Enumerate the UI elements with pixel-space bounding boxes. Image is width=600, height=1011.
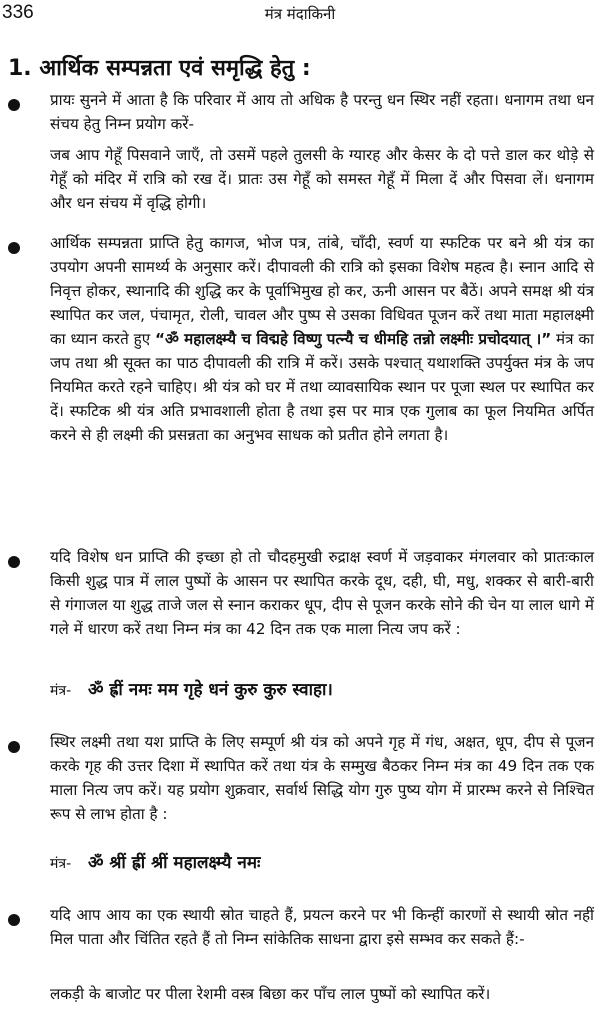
mantra-line-1 [50,678,594,703]
list-item-1-followup: जब आप गेहूँ पिसवाने जाएँ, तो उसमें पहले तुलसी के ग्यारह और केसर के दो पत्ते डाल कर थोड़े से गेहूँ को मंदिर में रात्रि को रख दें। प्रातः उस गेहूँ को समस्त गेहूँ में मिला दें और पिसवा लें। धनागम और धन संचय में वृद्धि होगी। [50,146,594,212]
page-number: 336 [2,2,34,23]
list-item-5-followup: लकड़ी के बाजोट पर पीला रेशमी वस्त्र बिछा कर पाँच लाल पुष्पों को स्थापित करें। [50,985,491,1003]
list-item-1-text: प्रायः सुनने में आता है कि परिवार में आय तो अधिक है परन्तु धन स्थिर नहीं रहता। धनागम तथा धन संचय हेतु निम्न प्रयोग करें- [50,91,594,133]
bullet-icon [8,741,20,753]
mantra-text: ॐ ह्रीं नमः मम गृहे धनं कुरु कुरु स्वाहा। [87,680,333,700]
bullet-icon [8,914,20,926]
list-item-2-text [50,231,594,447]
list-item-2-text-before: आर्थिक सम्पन्नता प्राप्ति हेतु कागज, भोज पत्र, तांबे, चाँदी, स्वर्ण या स्फटिक पर बने श्री यंत्र का उपयोग अपनी सामर्थ्य के अनुसार करें। दीपावली की रात्रि को इसका विशेष महत्व है। स्नान आदि से निवृत्त होकर, स्थानादि की शुद्धि कर के पूर्वाभिमुख हो कर, ऊनी आसन पर बैठें। अपने समक्ष श्री यंत्र स्थापित कर जल, पंचामृत, रोली, चावल और पुष्प से उसका विधिवत पूजन करें तथा माता महालक्ष्मी का ध्यान करते हुए [50,234,594,348]
section-heading: 1. आर्थिक सम्पन्नता एवं समृद्धि हेतु : [8,56,311,81]
mantra-text: ॐ श्रीं ह्रीं श्रीं महालक्ष्म्यै नमः [87,853,261,873]
bullet-icon [8,242,20,254]
list-item-3-text: यदि विशेष धन प्राप्ति की इच्छा हो तो चौदहमुखी रुद्राक्ष स्वर्ण में जड़वाकर मंगलवार को प्रातःकाल किसी शुद्ध पात्र में लाल पुष्पों के आसन पर स्थापित करके दूध, दही, घी, मधु, शक्कर से बारी-बारी से गंगाजल या शुद्ध ताजे जल से स्नान कराकर धूप, दीप से पूजन करके सोने की चेन या लाल धागे में गले में धारण करें तथा निम्न मंत्र का 42 दिन तक एक माला नित्य जप करें : [50,548,594,638]
list-item-4-text: स्थिर लक्ष्मी तथा यश प्राप्ति के लिए सम्पूर्ण श्री यंत्र को अपने गृह में गंध, अक्षत, धूप, दीप से पूजन करके गृह की उत्तर दिशा में स्थापित करें तथा यंत्र के सम्मुख बैठकर निम्न मंत्र का 49 दिन तक एक माला नित्य जप करें। यह प्रयोग शुक्रवार, सर्वार्थ सिद्धि योग गुरु पुष्य योग में प्रारम्भ करने से निश्चित रूप से लाभ होता है : [50,733,594,823]
list-item-2-mantra: “ॐ महालक्ष्म्यै च विद्महे विष्णु पत्न्यै च धीमहि तन्नो लक्ष्मीः प्रचोदयात् ।” [154,330,552,348]
bullet-icon [8,99,20,111]
bullet-icon [8,556,20,568]
mantra-label: मंत्र- [50,683,72,699]
list-item-2-text-after: मंत्र का जप तथा श्री सूक्त का पाठ दीपावली की रात्रि में करें। उसके पश्चात् यथाशक्ति उपर्युक्त मंत्र के जप नियमित करते रहने चाहिए। श्री यंत्र को घर में तथा व्यावसायिक स्थान पर पूजा स्थल पर स्थापित कर दें। स्फटिक श्री यंत्र अति प्रभावशाली होता है तथा इस पर मात्र एक गुलाब का फूल नियमित अर्पित करने से ही लक्ष्मी की प्रसन्नता का अनुभव साधक को प्रतीत होने लगता है। [50,330,594,444]
mantra-line-2 [50,851,594,876]
running-title: मंत्र मंदाकिनी [264,5,336,23]
list-item-5-text: यदि आप आय का एक स्थायी स्रोत चाहते हैं, प्रयत्न करने पर भी किन्हीं कारणों से स्थायी स्रोत नहीं मिल पाता और चिंतित रहते हैं तो निम्न सांकेतिक साधना द्वारा इसे सम्भव कर सकते हैं:- [50,906,594,948]
mantra-label: मंत्र- [50,856,72,872]
